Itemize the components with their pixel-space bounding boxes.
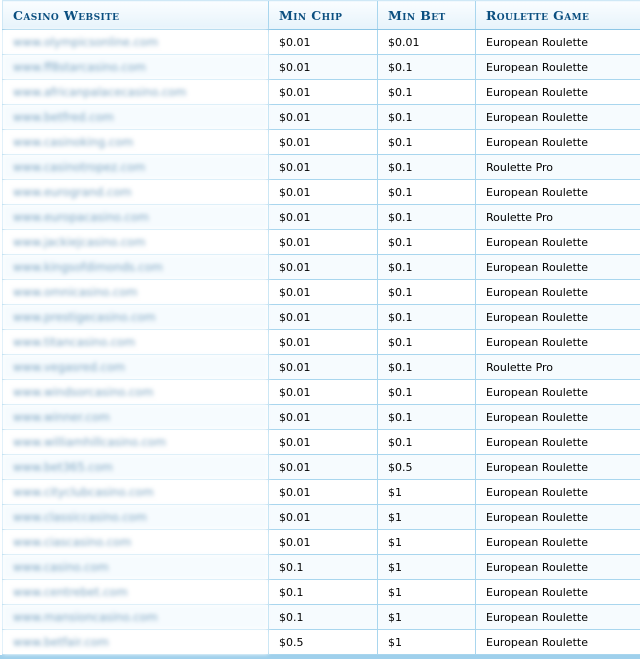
column-header-casino-website[interactable]: Casino Website bbox=[3, 1, 269, 30]
table-body bbox=[3, 30, 640, 655]
table-row bbox=[3, 230, 640, 255]
roulette-game-cell: European Roulette bbox=[476, 630, 640, 655]
table-row bbox=[3, 505, 640, 530]
min-bet-cell: $0.1 bbox=[378, 305, 476, 330]
roulette-game-cell: Roulette Pro bbox=[476, 205, 640, 230]
min-bet-cell: $1 bbox=[378, 630, 476, 655]
min-chip-cell: $0.01 bbox=[269, 30, 378, 55]
min-chip-cell: $0.01 bbox=[269, 305, 378, 330]
column-header-min-bet[interactable]: Min Bet bbox=[378, 1, 476, 30]
casino-website-link[interactable]: www.windsorcasino.com bbox=[3, 380, 269, 405]
roulette-game-cell: Roulette Pro bbox=[476, 155, 640, 180]
table-row bbox=[3, 255, 640, 280]
casino-website-link[interactable]: www.prestigecasino.com bbox=[3, 305, 269, 330]
table-row bbox=[3, 530, 640, 555]
table-row bbox=[3, 155, 640, 180]
min-bet-cell: $0.1 bbox=[378, 330, 476, 355]
min-chip-cell: $0.5 bbox=[269, 630, 378, 655]
table-header bbox=[3, 1, 640, 30]
min-bet-cell: $0.1 bbox=[378, 255, 476, 280]
min-chip-cell: $0.01 bbox=[269, 530, 378, 555]
table-row bbox=[3, 30, 640, 55]
roulette-game-cell: European Roulette bbox=[476, 30, 640, 55]
min-chip-cell: $0.01 bbox=[269, 455, 378, 480]
roulette-game-cell: European Roulette bbox=[476, 605, 640, 630]
column-header-roulette-game[interactable]: Roulette Game bbox=[476, 1, 640, 30]
min-bet-cell: $0.1 bbox=[378, 430, 476, 455]
min-chip-cell: $0.01 bbox=[269, 55, 378, 80]
casino-website-link[interactable]: www.mansioncasino.com bbox=[3, 605, 269, 630]
min-chip-cell: $0.01 bbox=[269, 155, 378, 180]
min-bet-cell: $1 bbox=[378, 605, 476, 630]
roulette-game-cell: European Roulette bbox=[476, 130, 640, 155]
table-row bbox=[3, 130, 640, 155]
min-chip-cell: $0.01 bbox=[269, 355, 378, 380]
roulette-game-cell: European Roulette bbox=[476, 55, 640, 80]
casino-website-link[interactable]: www.titancasino.com bbox=[3, 330, 269, 355]
min-chip-cell: $0.1 bbox=[269, 555, 378, 580]
casino-website-link[interactable]: www.ff8starcasino.com bbox=[3, 55, 269, 80]
min-bet-cell: $0.1 bbox=[378, 355, 476, 380]
table-row bbox=[3, 605, 640, 630]
table-row bbox=[3, 330, 640, 355]
min-chip-cell: $0.01 bbox=[269, 505, 378, 530]
table-row bbox=[3, 630, 640, 655]
min-bet-cell: $0.1 bbox=[378, 80, 476, 105]
roulette-game-cell: European Roulette bbox=[476, 305, 640, 330]
min-bet-cell: $0.1 bbox=[378, 130, 476, 155]
roulette-game-cell: European Roulette bbox=[476, 580, 640, 605]
roulette-game-cell: European Roulette bbox=[476, 455, 640, 480]
roulette-game-cell: European Roulette bbox=[476, 180, 640, 205]
min-bet-cell: $1 bbox=[378, 480, 476, 505]
roulette-game-cell: European Roulette bbox=[476, 280, 640, 305]
casino-website-link[interactable]: www.omnicasino.com bbox=[3, 280, 269, 305]
min-chip-cell: $0.1 bbox=[269, 605, 378, 630]
min-chip-cell: $0.01 bbox=[269, 230, 378, 255]
min-chip-cell: $0.01 bbox=[269, 255, 378, 280]
table-row bbox=[3, 55, 640, 80]
roulette-game-cell: European Roulette bbox=[476, 330, 640, 355]
table-row bbox=[3, 380, 640, 405]
roulette-game-cell: European Roulette bbox=[476, 430, 640, 455]
roulette-game-cell: Roulette Pro bbox=[476, 355, 640, 380]
casino-website-link[interactable]: www.betfair.com bbox=[3, 630, 269, 655]
min-chip-cell: $0.01 bbox=[269, 205, 378, 230]
table-row bbox=[3, 80, 640, 105]
min-chip-cell: $0.01 bbox=[269, 330, 378, 355]
min-bet-cell: $1 bbox=[378, 505, 476, 530]
min-bet-cell: $0.1 bbox=[378, 380, 476, 405]
table-row bbox=[3, 355, 640, 380]
casino-website-link[interactable]: www.africanpalacecasino.com bbox=[3, 80, 269, 105]
min-bet-cell: $0.1 bbox=[378, 180, 476, 205]
table-row bbox=[3, 205, 640, 230]
min-chip-cell: $0.01 bbox=[269, 80, 378, 105]
casino-website-link[interactable]: www.casinoking.com bbox=[3, 130, 269, 155]
table-row bbox=[3, 555, 640, 580]
min-chip-cell: $0.01 bbox=[269, 105, 378, 130]
min-chip-cell: $0.01 bbox=[269, 130, 378, 155]
min-chip-cell: $0.01 bbox=[269, 380, 378, 405]
table-row bbox=[3, 180, 640, 205]
casino-website-link[interactable]: www.betfred.com bbox=[3, 105, 269, 130]
min-chip-cell: $0.01 bbox=[269, 430, 378, 455]
roulette-game-cell: European Roulette bbox=[476, 530, 640, 555]
min-chip-cell: $0.01 bbox=[269, 405, 378, 430]
min-chip-cell: $0.01 bbox=[269, 180, 378, 205]
min-bet-cell: $1 bbox=[378, 530, 476, 555]
casino-website-link[interactable]: www.olympicsonline.com bbox=[3, 30, 269, 55]
table-row bbox=[3, 480, 640, 505]
min-bet-cell: $0.1 bbox=[378, 205, 476, 230]
min-bet-cell: $1 bbox=[378, 555, 476, 580]
min-chip-cell: $0.01 bbox=[269, 480, 378, 505]
casino-website-link[interactable]: www.winner.com bbox=[3, 405, 269, 430]
casino-website-link[interactable]: www.centrebet.com bbox=[3, 580, 269, 605]
casino-website-link[interactable]: www.bet365.com bbox=[3, 455, 269, 480]
roulette-game-cell: European Roulette bbox=[476, 380, 640, 405]
min-bet-cell: $0.1 bbox=[378, 230, 476, 255]
table-row bbox=[3, 280, 640, 305]
header-row bbox=[3, 1, 640, 30]
casino-website-link[interactable]: www.eurogrand.com bbox=[3, 180, 269, 205]
roulette-game-cell: European Roulette bbox=[476, 505, 640, 530]
casino-website-link[interactable]: www.classiccasino.com bbox=[3, 505, 269, 530]
casino-website-link[interactable]: www.williamhillcasino.com bbox=[3, 430, 269, 455]
min-bet-cell: $1 bbox=[378, 580, 476, 605]
casino-website-link[interactable]: www.europacasino.com bbox=[3, 205, 269, 230]
table-row bbox=[3, 305, 640, 330]
min-bet-cell: $0.01 bbox=[378, 30, 476, 55]
min-bet-cell: $0.1 bbox=[378, 105, 476, 130]
table-row bbox=[3, 430, 640, 455]
table-row bbox=[3, 580, 640, 605]
min-bet-cell: $0.5 bbox=[378, 455, 476, 480]
casino-website-link[interactable]: www.ciascasino.com bbox=[3, 530, 269, 555]
min-bet-cell: $0.1 bbox=[378, 405, 476, 430]
casino-roulette-table bbox=[2, 0, 640, 655]
casino-website-link[interactable]: www.kingsofdimonds.com bbox=[3, 255, 269, 280]
casino-website-link[interactable]: www.casinotropez.com bbox=[3, 155, 269, 180]
casino-website-link[interactable]: www.jackiejcasino.com bbox=[3, 230, 269, 255]
casino-website-link[interactable]: www.vegasred.com bbox=[3, 355, 269, 380]
casino-website-link[interactable]: www.casino.com bbox=[3, 555, 269, 580]
roulette-game-cell: European Roulette bbox=[476, 480, 640, 505]
min-bet-cell: $0.1 bbox=[378, 155, 476, 180]
min-chip-cell: $0.1 bbox=[269, 580, 378, 605]
column-header-min-chip[interactable]: Min Chip bbox=[269, 1, 378, 30]
roulette-game-cell: European Roulette bbox=[476, 230, 640, 255]
min-bet-cell: $0.1 bbox=[378, 55, 476, 80]
table-row bbox=[3, 105, 640, 130]
roulette-game-cell: European Roulette bbox=[476, 555, 640, 580]
casino-website-link[interactable]: www.cityclubcasino.com bbox=[3, 480, 269, 505]
roulette-game-cell: European Roulette bbox=[476, 405, 640, 430]
roulette-game-cell: European Roulette bbox=[476, 255, 640, 280]
roulette-game-cell: European Roulette bbox=[476, 105, 640, 130]
table-row bbox=[3, 405, 640, 430]
min-bet-cell: $0.1 bbox=[378, 280, 476, 305]
table-row bbox=[3, 455, 640, 480]
roulette-game-cell: European Roulette bbox=[476, 80, 640, 105]
min-chip-cell: $0.01 bbox=[269, 280, 378, 305]
